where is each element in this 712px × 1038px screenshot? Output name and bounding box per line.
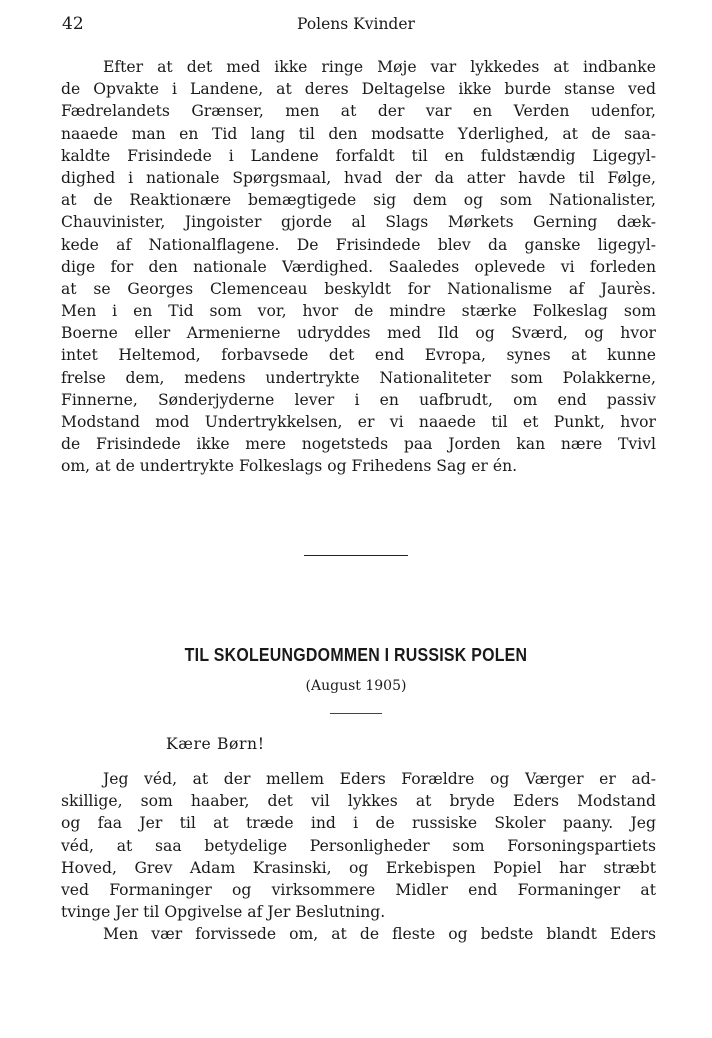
text-line: og faa Jer til at træde ind i de russiske Skoler paany. Jeg xyxy=(61,814,656,833)
page-number: 42 xyxy=(62,14,84,34)
title-divider xyxy=(330,713,382,714)
text-line: Hoved, Grev Adam Krasinski, og Erkebispen Popiel har stræbt xyxy=(61,858,656,877)
text-line: ved Formaninger og virksommere Midler end Formaninger at xyxy=(61,880,656,899)
text-line: at se Georges Clemenceau beskyldt for Nationalisme af Jaurès. xyxy=(61,279,656,298)
text-line: Jeg véd, at der mellem Eders Forældre og Værger er ad- xyxy=(103,770,656,788)
text-line: om, at de undertrykte Folkeslags og Frihedens Sag er én. xyxy=(61,457,518,476)
body-paragraph-2 xyxy=(61,768,656,946)
text-line: Chauvinister, Jingoister gjorde al Slags Mørkets Gerning dæk- xyxy=(61,213,656,232)
text-line: skillige, som haaber, det vil lykkes at bryde Eders Modstand xyxy=(61,792,656,811)
salutation: Kære Børn! xyxy=(166,735,265,753)
text-line: dighed i nationale Spørgsmaal, hvad der da atter havde til Følge, xyxy=(61,168,656,187)
text-line: frelse dem, medens undertrykte Nationaliteter som Polakkerne, xyxy=(61,368,656,387)
text-line: de Opvakte i Landene, at deres Deltagelse ikke burde stanse ved xyxy=(61,80,656,99)
running-head: Polens Kvinder xyxy=(297,15,415,33)
text-line: Men vær forvissede om, at de fleste og bedste blandt Eders xyxy=(103,925,656,944)
text-line: Modstand mod Undertrykkelsen, er vi naaede til et Punkt, hvor xyxy=(61,413,656,431)
text-line: véd, at saa betydelige Personligheder som Forsoningspartiets xyxy=(61,836,656,855)
text-line: Efter at det med ikke ringe Møje var lykkedes at indbanke xyxy=(103,58,656,76)
text-line: intet Heltemod, forbavsede det end Evropa, synes at kunne xyxy=(61,346,656,365)
text-line: kede af Nationalflagene. De Frisindede blev da ganske ligegyl- xyxy=(61,235,656,254)
text-line: dige for den nationale Værdighed. Saaledes oplevede vi forleden xyxy=(61,257,656,276)
text-line: Boerne eller Armenierne udryddes med Ild og Sværd, og hvor xyxy=(61,324,656,343)
body-paragraph-1 xyxy=(61,56,656,478)
text-line: at de Reaktionære bemægtigede sig dem og som Nationalister, xyxy=(61,191,656,210)
text-line: Men i en Tid som vor, hvor de mindre stærke Folkeslag som xyxy=(61,302,656,321)
text-line: Fædrelandets Grænser, men at der var en Verden udenfor, xyxy=(61,102,656,121)
text-line: Finnerne, Sønderjyderne lever i en uafbrudt, om end passiv xyxy=(61,390,656,409)
text-line: kaldte Frisindede i Landene forfaldt til en fuldstændig Ligegyl- xyxy=(61,146,656,165)
chapter-date: (August 1905) xyxy=(305,678,407,694)
section-divider xyxy=(304,555,408,556)
text-line: tvinge Jer til Opgivelse af Jer Beslutning. xyxy=(61,903,386,922)
text-line: de Frisindede ikke mere nogetsteds paa Jorden kan nære Tvivl xyxy=(61,435,656,454)
text-line: naaede man en Tid lang til den modsatte Yderlighed, at de saa- xyxy=(61,124,656,143)
chapter-title: TIL SKOLEUNGDOMMEN I RUSSISK POLEN xyxy=(184,644,528,665)
